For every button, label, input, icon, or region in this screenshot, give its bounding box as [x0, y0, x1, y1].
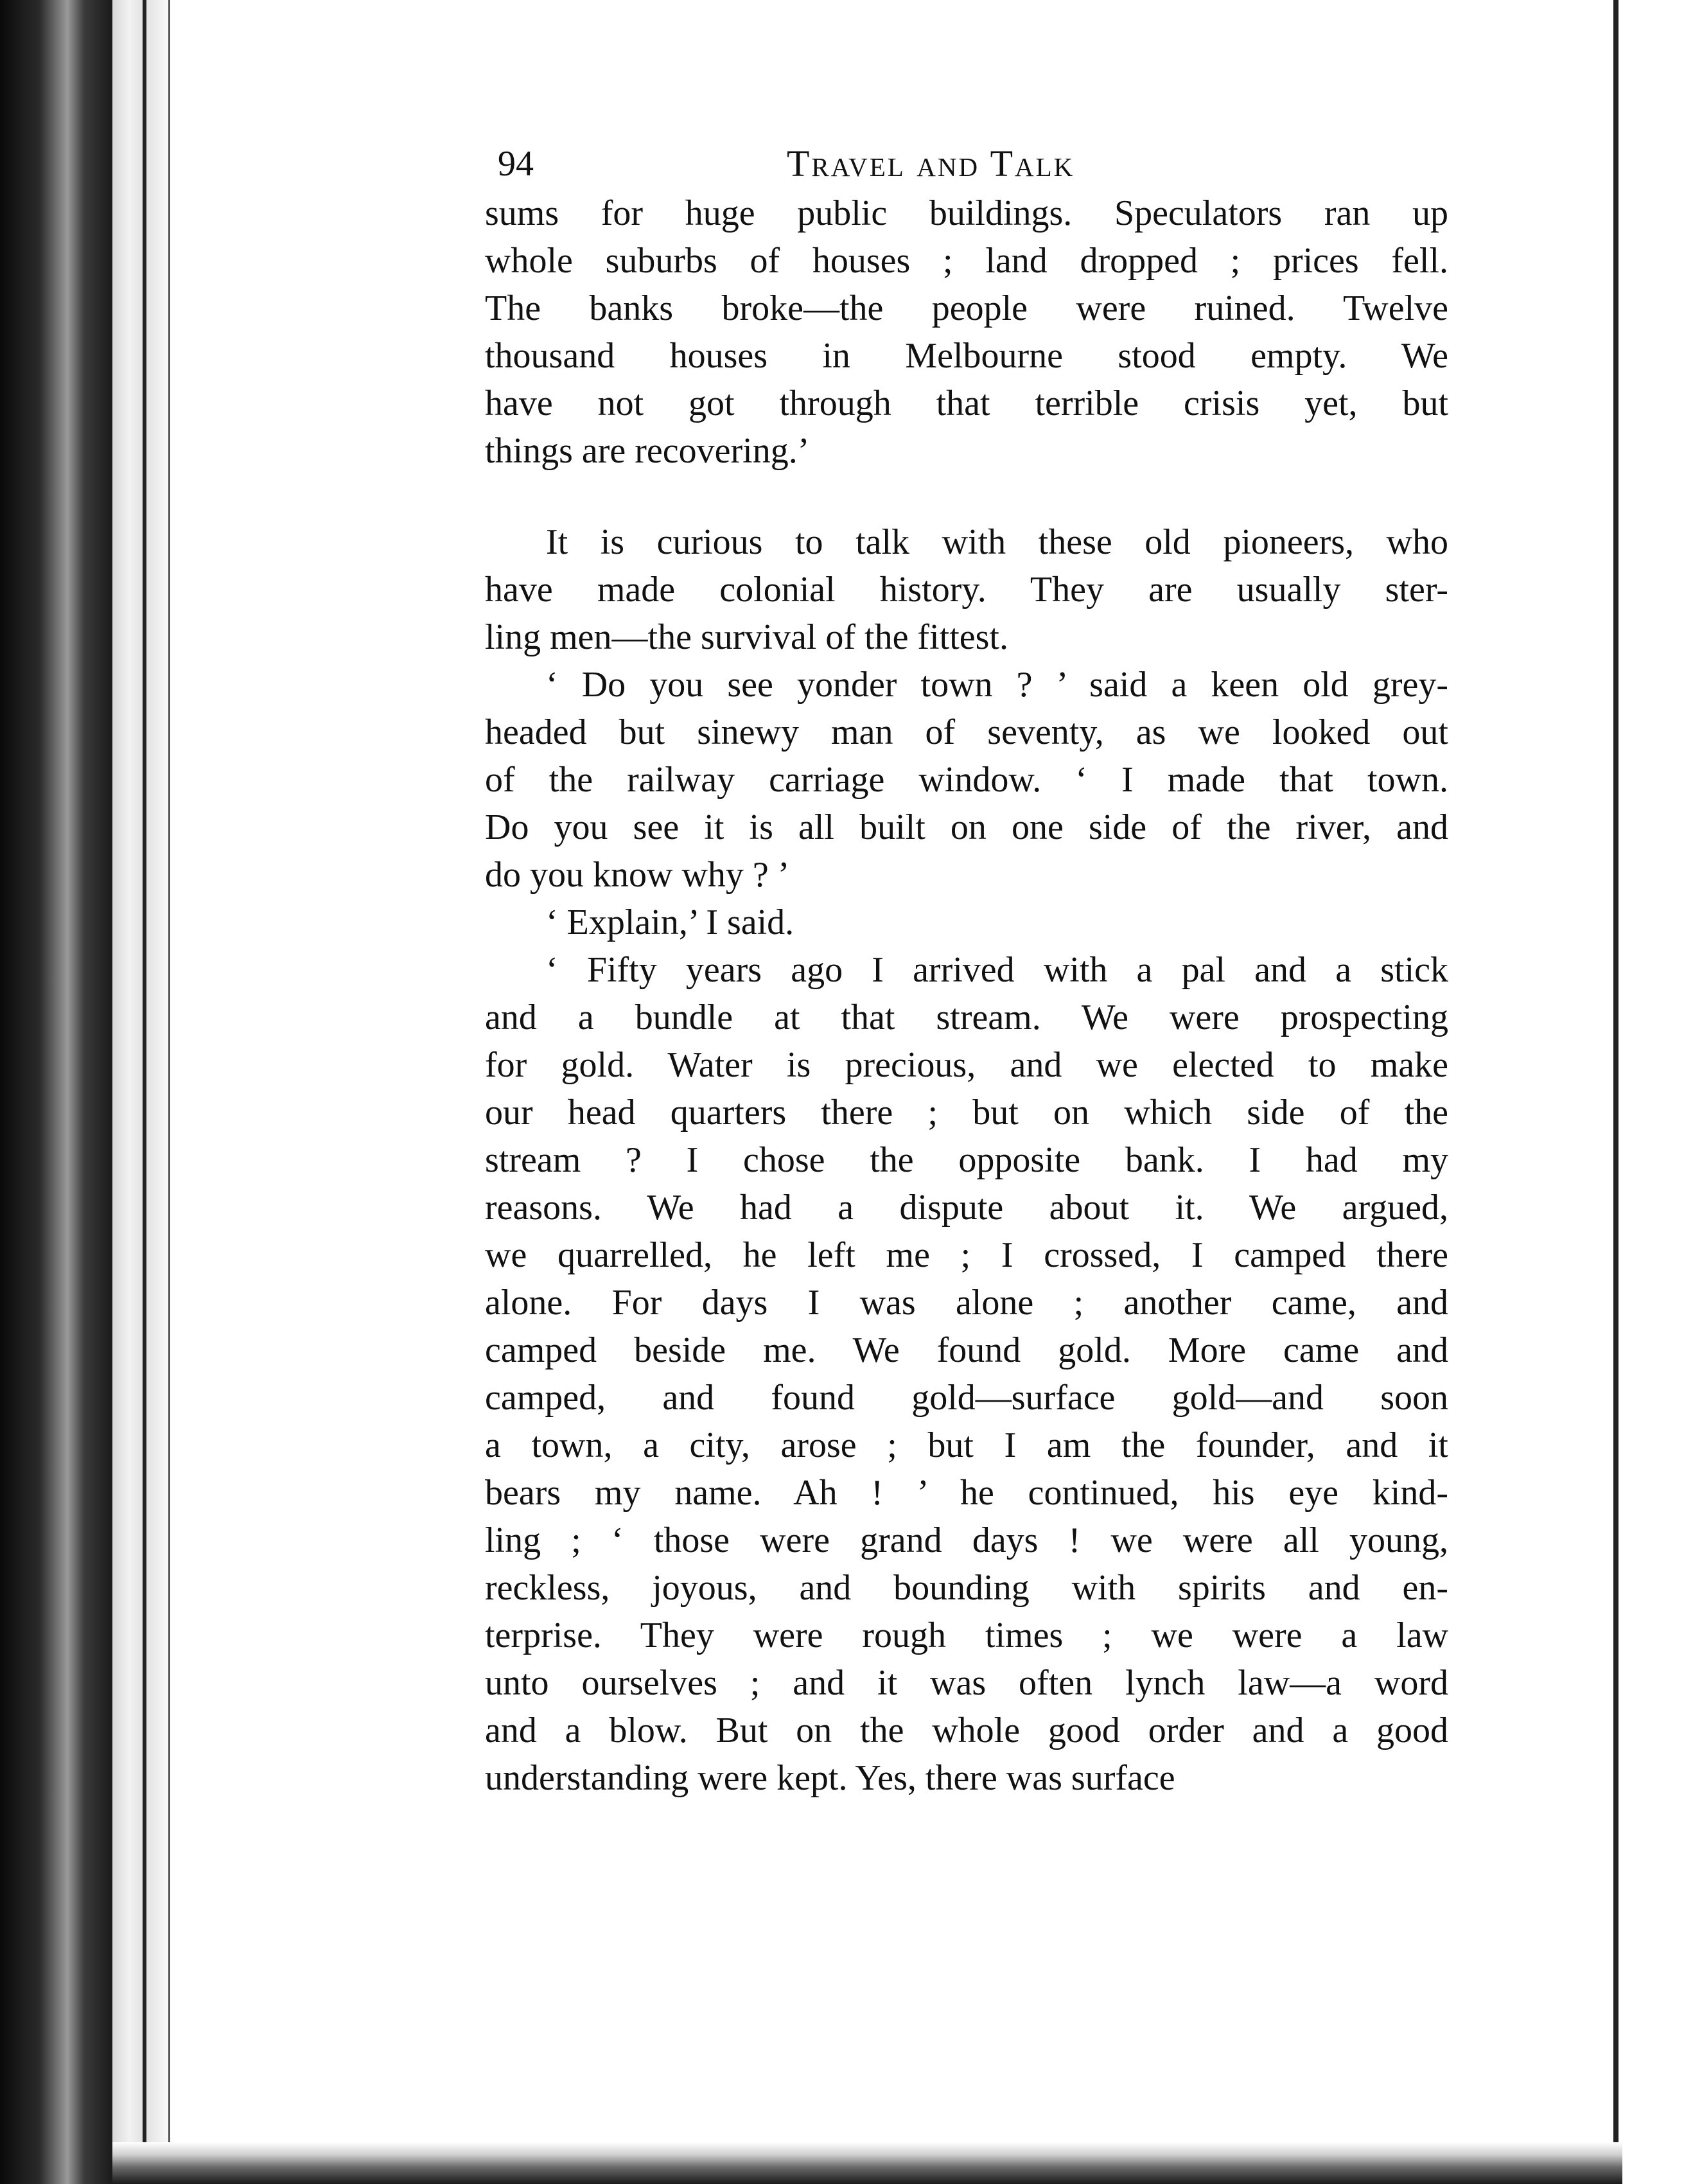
text-line: sums for huge public buildings. Speculators ran up [485, 193, 1448, 233]
spine-rule [143, 0, 146, 2184]
text-line: The banks broke—the people were ruined. Twelve [485, 288, 1448, 328]
paragraph [485, 661, 1448, 899]
text-line: for gold. Water is precious, and we elected to make [485, 1045, 1448, 1085]
text-line: ling men—the survival of the fittest. [485, 617, 1008, 657]
text-line: camped, and found gold—surface gold—and soon [485, 1378, 1448, 1418]
text-line: we quarrelled, he left me ; I crossed, I camped there [485, 1235, 1448, 1275]
page-edges-bottom [112, 2142, 1622, 2184]
text-line: It is curious to talk with these old pioneers, who [546, 522, 1448, 562]
text-line: reasons. We had a dispute about it. We argued, [485, 1188, 1448, 1228]
text-line: have made colonial history. They are usually ster- [485, 570, 1448, 610]
text-line: headed but sinewy man of seventy, as we looked out [485, 712, 1448, 752]
text-line: bears my name. Ah ! ’ he continued, his eye kind- [485, 1473, 1448, 1513]
text-line: of the railway carriage window. ‘ I made that town. [485, 760, 1448, 800]
text-line: a town, a city, arose ; but I am the founder, and it [485, 1425, 1448, 1465]
text-line: camped beside me. We found gold. More came and [485, 1330, 1448, 1370]
text-line: ‘ Do you see yonder town ? ’ said a keen old grey- [546, 665, 1448, 705]
text-line: understanding were kept. Yes, there was surface [485, 1758, 1175, 1798]
paragraph [485, 899, 1448, 946]
book-spine-binding [0, 0, 112, 2184]
paragraph [485, 189, 1448, 475]
text-line: and a blow. But on the whole good order and a good [485, 1711, 1448, 1750]
text-line: have not got through that terrible crisis yet, but [485, 383, 1448, 423]
text-line: things are recovering.’ [485, 431, 810, 471]
text-line: whole suburbs of houses ; land dropped ; prices fell. [485, 241, 1448, 281]
page-edges-left [112, 0, 170, 2184]
section-break [485, 475, 1448, 518]
right-binding-edge [1613, 0, 1618, 2184]
text-line: thousand houses in Melbourne stood empty. We [485, 336, 1448, 376]
text-line: ‘ Fifty years ago I arrived with a pal and a stick [546, 950, 1448, 990]
running-title: Travel and Talk [787, 143, 1075, 184]
text-line: Do you see it is all built on one side of the river, and [485, 807, 1448, 847]
text-line: unto ourselves ; and it was often lynch law—a word [485, 1663, 1448, 1703]
paragraph [485, 518, 1448, 661]
text-line: reckless, joyous, and bounding with spirits and en- [485, 1568, 1448, 1608]
text-line: and a bundle at that stream. We were prospecting [485, 998, 1448, 1037]
text-line: do you know why ? ’ [485, 855, 790, 895]
text-line: ‘ Explain,’ I said. [546, 903, 794, 942]
page-text-block [485, 138, 1448, 1802]
body-text [485, 189, 1448, 1802]
text-line: our head quarters there ; but on which side of the [485, 1093, 1448, 1132]
text-line: stream ? I chose the opposite bank. I had my [485, 1140, 1448, 1180]
text-line: terprise. They were rough times ; we were a law [485, 1616, 1448, 1655]
paragraph [485, 946, 1448, 1802]
spine-rule [168, 0, 170, 2184]
text-line: alone. For days I was alone ; another came, and [485, 1283, 1448, 1323]
page-number: 94 [498, 144, 534, 184]
text-line: ling ; ‘ those were grand days ! we were all young, [485, 1520, 1448, 1560]
running-head [485, 138, 1448, 189]
